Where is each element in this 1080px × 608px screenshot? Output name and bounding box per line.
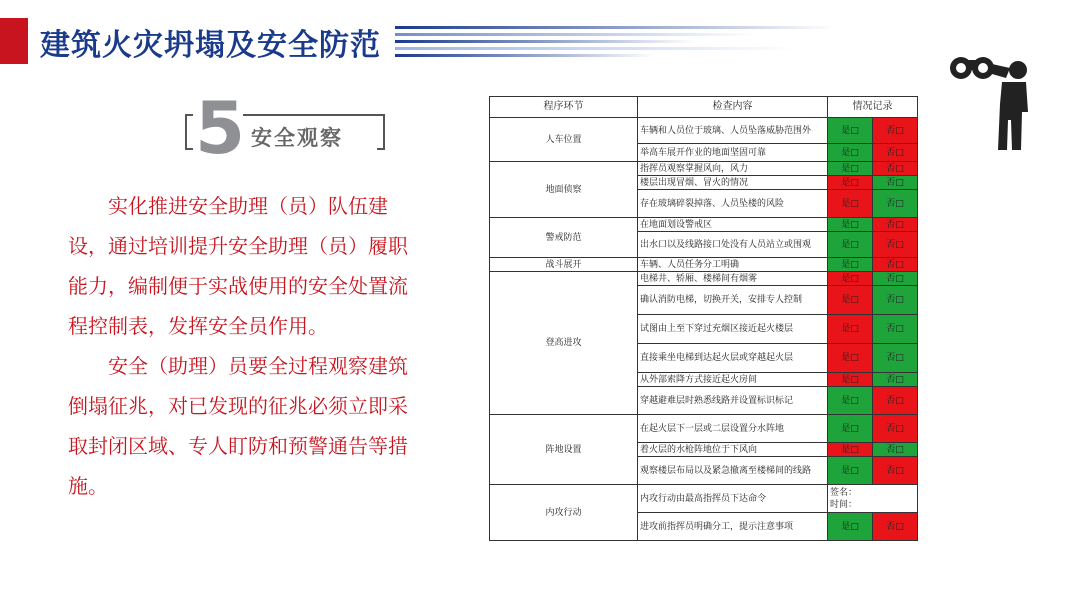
section-label: 安全观察 <box>251 126 343 150</box>
no-checkbox[interactable]: 否□ <box>873 272 918 286</box>
check-item-cell: 车辆和人员位于玻璃、人员坠落威胁范围外 <box>638 118 828 144</box>
check-item-cell: 着火层的水枪阵地位于下风向 <box>638 443 828 457</box>
stage-cell: 登高进攻 <box>490 272 638 415</box>
no-checkbox[interactable]: 否□ <box>873 373 918 387</box>
stage-cell: 地面侦察 <box>490 162 638 218</box>
stage-cell: 警戒防范 <box>490 218 638 258</box>
table-row <box>490 258 918 272</box>
binoculars-person-icon <box>948 48 1032 150</box>
yes-checkbox[interactable]: 是□ <box>828 176 873 190</box>
yes-checkbox[interactable]: 是□ <box>828 118 873 144</box>
header-record: 情况记录 <box>828 97 918 118</box>
signature-cell[interactable] <box>828 485 918 513</box>
section-number: 5 <box>195 86 246 170</box>
signature-label: 签名： <box>830 487 858 498</box>
check-item-cell: 楼层出现冒烟、冒火的情况 <box>638 176 828 190</box>
yes-checkbox[interactable]: 是□ <box>828 258 873 272</box>
yes-checkbox[interactable]: 是□ <box>828 315 873 344</box>
yes-checkbox[interactable]: 是□ <box>828 457 873 485</box>
no-checkbox[interactable]: 否□ <box>873 513 918 541</box>
check-item-cell: 从外部索降方式接近起火房间 <box>638 373 828 387</box>
check-item-cell: 确认消防电梯，切换开关，安排专人控制 <box>638 286 828 315</box>
yes-checkbox[interactable]: 是□ <box>828 344 873 373</box>
check-item-cell: 直接乘坐电梯到达起火层或穿越起火层 <box>638 344 828 373</box>
yes-checkbox[interactable]: 是□ <box>828 190 873 218</box>
bracket-left <box>185 114 193 150</box>
no-checkbox[interactable]: 否□ <box>873 118 918 144</box>
check-item-cell: 在起火层下一层或二层设置分水阵地 <box>638 415 828 443</box>
yes-checkbox[interactable]: 是□ <box>828 144 873 162</box>
table-header-row <box>490 97 918 118</box>
check-item-cell: 观察楼层布局以及紧急撤离至楼梯间的线路 <box>638 457 828 485</box>
no-checkbox[interactable]: 否□ <box>873 457 918 485</box>
no-checkbox[interactable]: 否□ <box>873 190 918 218</box>
yes-checkbox[interactable]: 是□ <box>828 443 873 457</box>
no-checkbox[interactable]: 否□ <box>873 162 918 176</box>
header-content: 检查内容 <box>638 97 828 118</box>
yes-checkbox[interactable]: 是□ <box>828 513 873 541</box>
check-item-cell: 车辆、人员任务分工明确 <box>638 258 828 272</box>
no-checkbox[interactable]: 否□ <box>873 232 918 258</box>
yes-checkbox[interactable]: 是□ <box>828 162 873 176</box>
body-text <box>68 186 420 506</box>
no-checkbox[interactable]: 否□ <box>873 344 918 373</box>
bracket-top-line <box>243 114 377 116</box>
stage-cell: 战斗展开 <box>490 258 638 272</box>
yes-checkbox[interactable]: 是□ <box>828 415 873 443</box>
table-row <box>490 415 918 443</box>
check-item-cell: 穿越避难层时熟悉线路并设置标识标记 <box>638 387 828 415</box>
paragraph-1: 实化推进安全助理（员）队伍建设，通过培训提升安全助理（员）履职能力，编制便于实战使用的安全处置流程控制表，发挥安全员作用。 <box>68 194 408 338</box>
title-bar <box>0 18 1080 68</box>
check-item-cell: 电梯井、轿厢、楼梯间有烟雾 <box>638 272 828 286</box>
table-row <box>490 162 918 176</box>
yes-checkbox[interactable]: 是□ <box>828 232 873 258</box>
no-checkbox[interactable]: 否□ <box>873 443 918 457</box>
title-accent-block <box>0 18 28 64</box>
check-item-cell: 指挥员观察掌握风向，风力 <box>638 162 828 176</box>
page-title: 建筑火灾坍塌及安全防范 <box>40 28 381 63</box>
check-item-cell: 内攻行动由最高指挥员下达命令 <box>638 485 828 513</box>
table-row <box>490 118 918 144</box>
check-item-cell: 存在玻璃碎裂掉落、人员坠楼的风险 <box>638 190 828 218</box>
yes-checkbox[interactable]: 是□ <box>828 218 873 232</box>
check-item-cell: 在地面划设警戒区 <box>638 218 828 232</box>
yes-checkbox[interactable]: 是□ <box>828 272 873 286</box>
table-row <box>490 485 918 513</box>
no-checkbox[interactable]: 否□ <box>873 387 918 415</box>
check-item-cell: 出水口以及线路接口处没有人员站立或围观 <box>638 232 828 258</box>
stage-cell: 人车位置 <box>490 118 638 162</box>
no-checkbox[interactable]: 否□ <box>873 144 918 162</box>
check-item-cell: 进攻前指挥员明确分工，提示注意事项 <box>638 513 828 541</box>
paragraph-2: 安全（助理）员要全过程观察建筑倒塌征兆，对已发现的征兆必须立即采取封闭区域、专人盯防和预警通告等措施。 <box>68 354 408 498</box>
no-checkbox[interactable]: 否□ <box>873 218 918 232</box>
check-item-cell: 试图由上至下穿过充烟区接近起火楼层 <box>638 315 828 344</box>
no-checkbox[interactable]: 否□ <box>873 258 918 272</box>
yes-checkbox[interactable]: 是□ <box>828 373 873 387</box>
yes-checkbox[interactable]: 是□ <box>828 387 873 415</box>
no-checkbox[interactable]: 否□ <box>873 176 918 190</box>
section-heading <box>185 86 385 170</box>
stage-cell: 阵地设置 <box>490 415 638 485</box>
yes-checkbox[interactable]: 是□ <box>828 286 873 315</box>
title-decor-stripes <box>395 24 835 58</box>
table-row <box>490 272 918 286</box>
bracket-right <box>377 114 385 150</box>
header-stage: 程序环节 <box>490 97 638 118</box>
no-checkbox[interactable]: 否□ <box>873 315 918 344</box>
check-item-cell: 举高车展开作业的地面坚固可靠 <box>638 144 828 162</box>
time-label: 时间： <box>830 499 858 510</box>
no-checkbox[interactable]: 否□ <box>873 415 918 443</box>
safety-control-table <box>489 96 918 541</box>
stage-cell: 内攻行动 <box>490 485 638 541</box>
no-checkbox[interactable]: 否□ <box>873 286 918 315</box>
table-row <box>490 218 918 232</box>
